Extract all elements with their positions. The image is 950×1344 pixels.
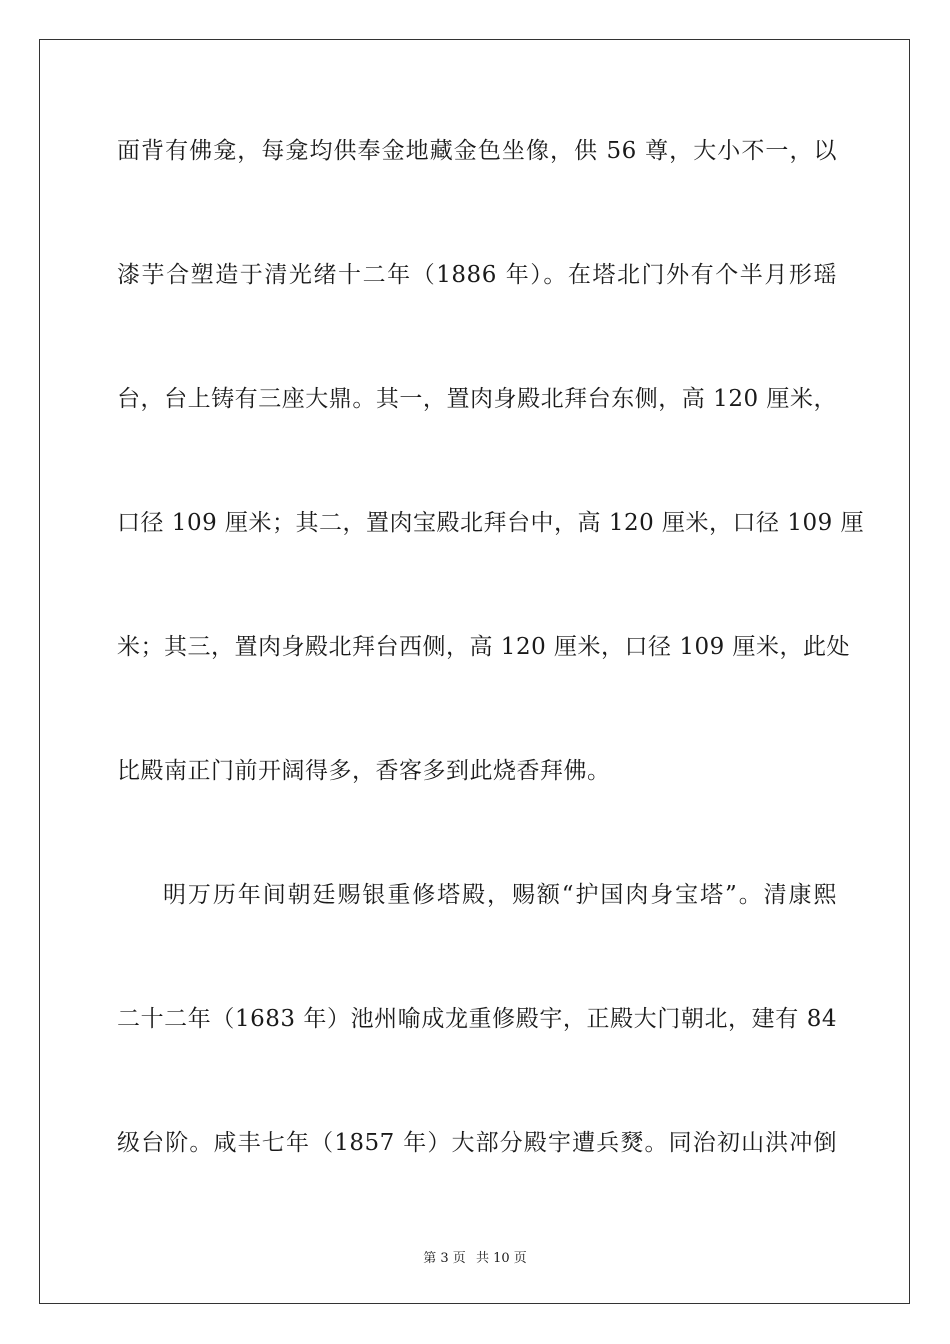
text-line-5: 米；其三，置肉身殿北拜台西侧，高 120 厘米，口径 109 厘米，此处 [117,634,851,660]
text-line-7: 明万历年间朝廷赐银重修塔殿，赐额“护国肉身宝塔”。清康熙 [163,882,837,908]
text-line-8: 二十二年（1683 年）池州喻成龙重修殿宇，正殿大门朝北，建有 84 [117,1006,837,1032]
page-total: 共 10 页 [475,1251,527,1266]
page-footer [0,1247,950,1266]
text-line-4: 口径 109 厘米；其二，置肉宝殿北拜台中，高 120 厘米，口径 109 厘 [117,510,865,536]
page-number: 第 3 页 [423,1251,466,1266]
page-border [39,39,910,1304]
text-line-2: 漆芋合塑造于清光绪十二年（1886 年）。在塔北门外有个半月形瑶 [117,262,837,288]
text-line-6: 比殿南正门前开阔得多，香客多到此烧香拜佛。 [117,758,611,784]
text-line-1: 面背有佛龛，每龛均供奉金地藏金色坐像，供 56 尊，大小不一，以 [117,138,837,164]
text-line-3: 台，台上铸有三座大鼎。其一，置肉身殿北拜台东侧，高 120 厘米， [117,386,837,412]
text-line-9: 级台阶。咸丰七年（1857 年）大部分殿宇遭兵燹。同治初山洪冲倒 [117,1130,837,1156]
